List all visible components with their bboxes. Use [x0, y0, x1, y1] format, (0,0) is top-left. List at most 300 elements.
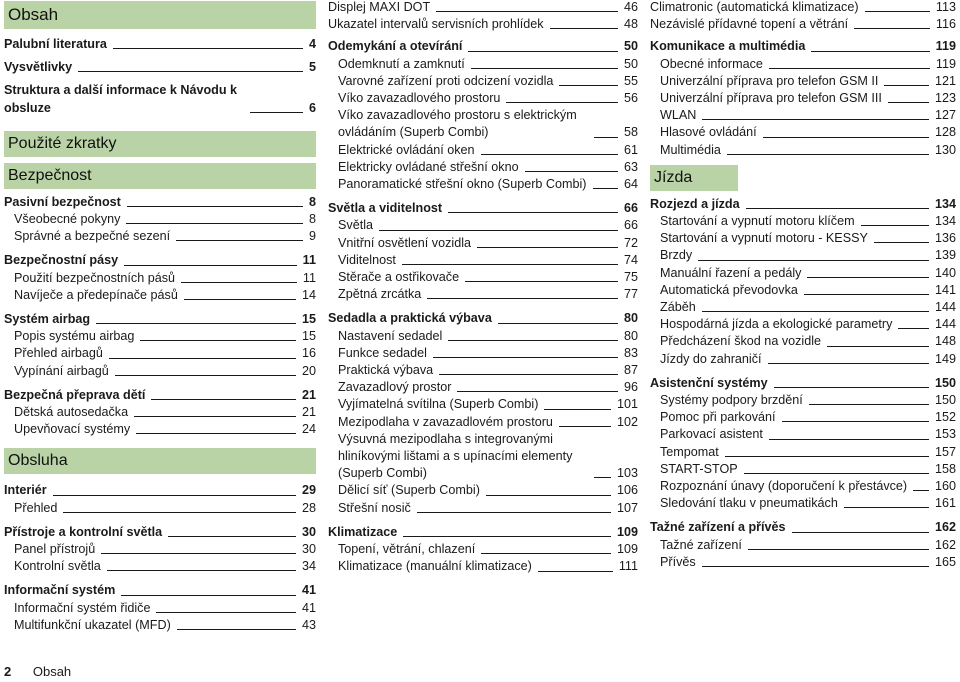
toc-entry-page: 20: [301, 363, 316, 378]
leader-line: [486, 495, 611, 496]
toc-entry-title: Dělicí síť (Superb Combi): [338, 483, 480, 498]
toc-column-1: [4, 0, 316, 634]
toc-entry-page: 5: [308, 60, 316, 75]
toc-entry-title: Multifunkční ukazatel (MFD): [14, 617, 171, 632]
toc-entry[interactable]: [650, 124, 956, 141]
toc-entry[interactable]: [4, 387, 316, 404]
toc-entry[interactable]: [328, 541, 638, 558]
toc-entry-title: Rozjezd a jízda: [650, 196, 740, 211]
toc-entry-title: Panel přístrojů: [14, 542, 96, 557]
toc-entry[interactable]: [328, 431, 638, 483]
toc-entry-page: 106: [616, 483, 638, 498]
toc-continued-entries: [650, 0, 956, 33]
leader-line: [594, 477, 611, 478]
toc-entry-page: 116: [935, 17, 956, 32]
toc-entry[interactable]: [650, 230, 956, 247]
toc-entry-title: Viditelnost: [338, 252, 396, 267]
leader-line: [448, 340, 618, 341]
toc-entry-page: 109: [616, 524, 638, 539]
toc-entry[interactable]: [328, 328, 638, 345]
leader-line: [725, 456, 929, 457]
leader-line: [865, 11, 930, 12]
toc-group-bezpecnost: [4, 194, 316, 439]
toc-entry-title: Asistenční systémy: [650, 375, 768, 390]
leader-line: [96, 323, 296, 324]
toc-entry-title: Startování a vypnutí motoru - KESSY: [660, 231, 868, 246]
toc-entry-page: 64: [623, 177, 638, 192]
leader-line: [140, 340, 296, 341]
toc-entry-title: Dětská autosedačka: [14, 405, 129, 420]
toc-entry-title: Systém airbag: [4, 312, 91, 327]
toc-group: [328, 200, 638, 303]
toc-entry-title: Mezipodlaha v zavazadlovém prostoru: [338, 414, 553, 429]
toc-entry[interactable]: [328, 38, 638, 55]
toc-entry-title: Climatronic (automatická klimatizace): [650, 0, 859, 14]
toc-entry-title: Informační systém řidiče: [14, 600, 151, 615]
toc-entry-page: 158: [934, 461, 956, 476]
toc-entry[interactable]: [650, 554, 956, 571]
leader-line: [417, 512, 611, 513]
toc-column-2: [328, 0, 638, 576]
toc-group: [650, 38, 956, 158]
toc-entry[interactable]: [328, 379, 638, 396]
leader-line: [126, 223, 303, 224]
toc-entry-title: Obecné informace: [660, 56, 763, 71]
leader-line: [594, 137, 618, 138]
toc-entry-page: 109: [616, 542, 638, 557]
footer-label: Obsah: [32, 664, 72, 679]
toc-entry[interactable]: [328, 176, 638, 193]
toc-entry[interactable]: [650, 461, 956, 478]
toc-entry-title: Displej MAXI DOT: [328, 0, 431, 14]
toc-entry[interactable]: [650, 519, 956, 536]
leader-line: [884, 85, 929, 86]
leader-line: [888, 102, 929, 103]
toc-entry-title: Bezpečná přeprava dětí: [4, 387, 146, 402]
toc-entry[interactable]: [4, 252, 316, 269]
toc-entry-page: 11: [302, 270, 316, 285]
toc-group: [328, 310, 638, 516]
toc-entry[interactable]: [650, 282, 956, 299]
toc-entry-page: 162: [934, 537, 956, 552]
toc-entry-page: 119: [935, 56, 956, 71]
toc-entry-page: 16: [301, 346, 316, 361]
toc-entry-title: Odemknutí a zamknutí: [338, 56, 465, 71]
toc-group: [650, 375, 956, 513]
toc-entry-title: Přehled: [14, 500, 58, 515]
toc-entry-title: START-STOP: [660, 461, 738, 476]
toc-entry-title: Brzdy: [660, 248, 693, 263]
toc-entry[interactable]: [328, 16, 638, 33]
leader-line: [177, 629, 296, 630]
toc-entry[interactable]: [650, 265, 956, 282]
toc-group-jizda: [650, 196, 956, 571]
leader-line: [550, 28, 618, 29]
toc-entry-page: 140: [934, 265, 956, 280]
toc-entry[interactable]: [650, 375, 956, 392]
toc-group: [4, 524, 316, 576]
leader-line: [481, 553, 611, 554]
toc-entry-title: Přehled airbagů: [14, 346, 103, 361]
section-banner-obsluha: Obsluha: [4, 448, 316, 474]
leader-line: [109, 358, 296, 359]
toc-entry-page: 83: [623, 345, 638, 360]
toc-entry[interactable]: [650, 537, 956, 554]
toc-entry[interactable]: [328, 524, 638, 541]
toc-entry-title: Vnitřní osvětlení vozidla: [338, 235, 472, 250]
toc-entry-page: 66: [623, 218, 638, 233]
leader-line: [176, 240, 303, 241]
toc-entry-page: 121: [934, 73, 956, 88]
toc-entry-page: 14: [301, 287, 316, 302]
toc-entry-title: Zavazadlový prostor: [338, 380, 452, 395]
toc-entry-title: Vypínání airbagů: [14, 363, 109, 378]
toc-entry-title: Popis systému airbag: [14, 329, 135, 344]
toc-entry-title: Všeobecné pokyny: [14, 212, 121, 227]
toc-entry[interactable]: [4, 541, 316, 558]
toc-entry[interactable]: [4, 194, 316, 211]
toc-entry-page: 24: [301, 422, 316, 437]
toc-entry[interactable]: [650, 16, 956, 33]
leader-line: [121, 595, 296, 596]
toc-entry-title: Přístroje a kontrolní světla: [4, 524, 163, 539]
toc-entry-page: 80: [623, 311, 638, 326]
leader-line: [792, 532, 929, 533]
toc-groups: [650, 38, 956, 158]
toc-entry-title: Odemykání a otevírání: [328, 39, 463, 54]
toc-entry-title: Střešní nosič: [338, 500, 411, 515]
toc-entry[interactable]: [650, 495, 956, 512]
toc-entry-title: Pasivní bezpečnost: [4, 194, 121, 209]
toc-entry[interactable]: [328, 414, 638, 431]
toc-entry-page: 141: [934, 282, 956, 297]
toc-entry[interactable]: [4, 421, 316, 438]
toc-entry-title: Výsuvná mezipodlaha s integrovanými hliníkovými lištami a s upínacími elementy (Superb Combi): [338, 431, 573, 481]
leader-line: [477, 247, 618, 248]
toc-entry-page: 150: [934, 375, 956, 390]
toc-entry-title: Víko zavazadlového prostoru s elektrickým ovládáním (Superb Combi): [338, 108, 577, 140]
toc-entry[interactable]: [650, 73, 956, 90]
leader-line: [807, 277, 929, 278]
toc-entry-page: 4: [308, 37, 316, 51]
toc-entry[interactable]: [328, 396, 638, 413]
toc-entry-page: 136: [934, 231, 956, 246]
toc-entry-title: Automatická převodovka: [660, 282, 798, 297]
toc-entry-title: Vyjímatelná svítilna (Superb Combi): [338, 397, 539, 412]
leader-line: [468, 51, 618, 52]
leader-line: [113, 48, 303, 49]
leader-line: [63, 512, 296, 513]
toc-entry-title: Sledování tlaku v pneumatikách: [660, 496, 838, 511]
toc-entry[interactable]: [4, 211, 316, 228]
toc-entry[interactable]: [328, 73, 638, 90]
toc-entry-page: 153: [934, 427, 956, 442]
leader-line: [559, 426, 611, 427]
toc-entry[interactable]: [328, 235, 638, 252]
leader-line: [127, 206, 303, 207]
toc-entry-title: Vysvětlivky: [4, 60, 73, 75]
toc-entry[interactable]: [650, 38, 956, 55]
toc-entry-title: Světla: [338, 218, 374, 233]
toc-entry-page: 165: [934, 554, 956, 569]
toc-entry-title: Pomoc při parkování: [660, 410, 776, 425]
toc-group: [4, 194, 316, 246]
toc-entry-page: 157: [934, 444, 956, 459]
toc-entry-title: Sedadla a praktická výbava: [328, 311, 492, 326]
toc-entry[interactable]: [4, 500, 316, 517]
toc-entry-page: 8: [308, 194, 316, 209]
toc-entry[interactable]: [328, 362, 638, 379]
toc-entry-title: Multimédia: [660, 142, 721, 157]
leader-line: [702, 119, 929, 120]
toc-entry[interactable]: [650, 409, 956, 426]
leader-line: [184, 299, 296, 300]
leader-line: [811, 51, 929, 52]
toc-entry[interactable]: [650, 351, 956, 368]
toc-entry-page: 15: [301, 329, 316, 344]
toc-entry-page: 111: [618, 559, 638, 574]
leader-line: [844, 507, 929, 508]
leader-line: [115, 375, 296, 376]
toc-entry[interactable]: [4, 617, 316, 634]
toc-entry-title: Tažné zařízení: [660, 537, 742, 552]
toc-entry-title: Startování a vypnutí motoru klíčem: [660, 214, 855, 229]
leader-line: [702, 566, 929, 567]
toc-entry[interactable]: [328, 269, 638, 286]
toc-entry-title: Tempomat: [660, 444, 719, 459]
leader-line: [748, 549, 929, 550]
toc-entry[interactable]: [650, 0, 956, 16]
leader-line: [746, 208, 929, 209]
leader-line: [78, 71, 303, 72]
toc-entry-title: Elektricky ovládané střešní okno: [338, 159, 519, 174]
toc-entry-page: 150: [934, 393, 956, 408]
toc-entry-page: 15: [301, 312, 316, 327]
toc-entry[interactable]: [4, 59, 316, 76]
toc-entry-page: 148: [934, 334, 956, 349]
leader-line: [538, 571, 613, 572]
leader-line: [457, 391, 618, 392]
toc-entry[interactable]: [650, 247, 956, 264]
toc-entry-title: Přívěs: [660, 554, 696, 569]
toc-group: [328, 524, 638, 576]
toc-group: [650, 196, 956, 368]
leader-line: [168, 536, 296, 537]
toc-entry[interactable]: [328, 286, 638, 303]
leader-line: [250, 112, 303, 113]
toc-entry[interactable]: [328, 0, 638, 16]
toc-entry[interactable]: [4, 363, 316, 380]
toc-entry[interactable]: [650, 299, 956, 316]
toc-entry[interactable]: [650, 56, 956, 73]
toc-entry[interactable]: [4, 524, 316, 541]
toc-entry[interactable]: [4, 311, 316, 328]
leader-line: [124, 265, 297, 266]
leader-line: [525, 171, 618, 172]
toc-entry-title: Funkce sedadel: [338, 345, 427, 360]
toc-entry[interactable]: [328, 107, 638, 141]
toc-entry[interactable]: [4, 328, 316, 345]
toc-entry-title: Jízdy do zahraničí: [660, 351, 762, 366]
toc-entry-page: 6: [308, 100, 316, 115]
toc-entry-page: 34: [301, 559, 316, 574]
toc-entry-title: Nastavení sedadel: [338, 328, 443, 343]
leader-line: [403, 536, 611, 537]
toc-entry-title: Použití bezpečnostních pásů: [14, 270, 176, 285]
leader-line: [436, 11, 618, 12]
toc-entry[interactable]: [650, 107, 956, 124]
toc-entry-page: 9: [308, 229, 316, 244]
toc-entry-page: 102: [616, 414, 638, 429]
leader-line: [181, 282, 297, 283]
leader-line: [727, 154, 929, 155]
toc-entry-page: 63: [623, 159, 638, 174]
toc-entry-title: Interiér: [4, 483, 47, 498]
toc-entry[interactable]: [4, 558, 316, 575]
toc-entry[interactable]: [328, 217, 638, 234]
toc-entry[interactable]: [328, 56, 638, 73]
toc-entry[interactable]: [4, 287, 316, 304]
toc-entry[interactable]: [4, 482, 316, 499]
toc-entry-title: Topení, větrání, chlazení: [338, 542, 476, 557]
toc-entry-title: Manuální řazení a pedály: [660, 265, 802, 280]
leader-line: [465, 281, 618, 282]
toc-entry-page: 72: [623, 235, 638, 250]
toc-entry[interactable]: [328, 310, 638, 327]
toc-entry-title: Parkovací asistent: [660, 427, 763, 442]
toc-group-obsluha: [4, 482, 316, 634]
toc-entry-page: 134: [934, 196, 956, 211]
leader-line: [827, 346, 929, 347]
toc-entry-page: 162: [934, 520, 956, 535]
toc-entry-title: Kontrolní světla: [14, 559, 101, 574]
toc-entry[interactable]: [328, 200, 638, 217]
leader-line: [134, 416, 296, 417]
leader-line: [156, 612, 296, 613]
leader-line: [53, 495, 296, 496]
toc-entry[interactable]: [328, 345, 638, 362]
toc-group: [4, 311, 316, 380]
toc-entry-page: 56: [623, 91, 638, 106]
leader-line: [804, 294, 929, 295]
toc-groups: [328, 38, 638, 575]
toc-entry-title: Univerzální příprava pro telefon GSM II: [660, 73, 879, 88]
toc-entry[interactable]: [650, 90, 956, 107]
toc-entry-page: 128: [934, 125, 956, 140]
toc-entry-title: Klimatizace (manuální klimatizace): [338, 559, 532, 574]
toc-entry[interactable]: [328, 142, 638, 159]
toc-entry-page: 41: [301, 583, 316, 598]
toc-entry-page: 134: [934, 214, 956, 229]
toc-entry[interactable]: [4, 82, 316, 116]
toc-entry[interactable]: [328, 159, 638, 176]
toc-entry[interactable]: [650, 478, 956, 495]
toc-entry-page: 152: [934, 410, 956, 425]
toc-group: [4, 252, 316, 304]
toc-entry-title: Hlasové ovládání: [660, 125, 757, 140]
leader-line: [809, 404, 929, 405]
toc-entry-title: Víko zavazadlového prostoru: [338, 91, 501, 106]
toc-entry[interactable]: [4, 36, 316, 53]
toc-entry[interactable]: [650, 316, 956, 333]
toc-entry[interactable]: [650, 444, 956, 461]
toc-entry[interactable]: [4, 582, 316, 599]
leader-line: [506, 102, 618, 103]
toc-entry-title: Správné a bezpečné sezení: [14, 229, 171, 244]
toc-entry-page: 123: [934, 91, 956, 106]
toc-group: [328, 38, 638, 193]
toc-entry[interactable]: [4, 270, 316, 287]
toc-entry-page: 30: [301, 542, 316, 557]
toc-entry[interactable]: [328, 252, 638, 269]
toc-entry-page: 55: [623, 73, 638, 88]
toc-entry-title: Zpětná zrcátka: [338, 287, 422, 302]
toc-entry[interactable]: [4, 228, 316, 245]
toc-entry[interactable]: [650, 213, 956, 230]
toc-entry-title: Palubní literatura: [4, 37, 107, 51]
leader-line: [107, 570, 296, 571]
toc-entry-page: 28: [301, 500, 316, 515]
leader-line: [433, 357, 618, 358]
toc-entry[interactable]: [650, 142, 956, 159]
leader-line: [402, 264, 618, 265]
toc-entry[interactable]: [328, 90, 638, 107]
toc-entry[interactable]: [328, 482, 638, 499]
toc-continued-entries: [328, 0, 638, 33]
toc-entry[interactable]: [4, 345, 316, 362]
toc-entry-page: 119: [935, 39, 956, 54]
toc-entry-page: 80: [623, 328, 638, 343]
toc-entry[interactable]: [328, 558, 638, 575]
toc-entry-title: Praktická výbava: [338, 363, 434, 378]
toc-entry-page: 87: [623, 363, 638, 378]
toc-entry-title: Klimatizace: [328, 524, 398, 539]
toc-entry[interactable]: [650, 333, 956, 350]
leader-line: [763, 137, 929, 138]
toc-entry-title: Bezpečnostní pásy: [4, 253, 119, 268]
toc-entry-page: 103: [616, 466, 638, 481]
toc-entry-title: Rozpoznání únavy (doporučení k přestávce): [660, 479, 908, 494]
toc-entry-page: 46: [623, 0, 638, 14]
leader-line: [136, 433, 296, 434]
toc-entry-page: 77: [623, 287, 638, 302]
leader-line: [768, 363, 929, 364]
leader-line: [769, 439, 929, 440]
leader-line: [874, 242, 929, 243]
toc-entry-page: 8: [308, 212, 316, 227]
toc-entry-page: 139: [934, 248, 956, 263]
toc-entry-page: 161: [934, 496, 956, 511]
toc-entry[interactable]: [4, 600, 316, 617]
toc-entry-page: 48: [623, 17, 638, 32]
toc-entry[interactable]: [650, 392, 956, 409]
toc-entry-page: 21: [301, 405, 316, 420]
leader-line: [698, 260, 929, 261]
leader-line: [481, 154, 618, 155]
toc-entry-page: 144: [934, 317, 956, 332]
toc-entry[interactable]: [328, 500, 638, 517]
toc-entry[interactable]: [4, 404, 316, 421]
toc-front-entries: [4, 36, 316, 117]
leader-line: [544, 409, 611, 410]
page-footer: [4, 664, 71, 679]
toc-entry[interactable]: [650, 196, 956, 213]
leader-line: [427, 298, 618, 299]
toc-entry[interactable]: [650, 426, 956, 443]
toc-entry-page: 61: [623, 142, 638, 157]
toc-entry-title: Univerzální příprava pro telefon GSM III: [660, 91, 882, 106]
toc-entry-page: 160: [934, 479, 956, 494]
